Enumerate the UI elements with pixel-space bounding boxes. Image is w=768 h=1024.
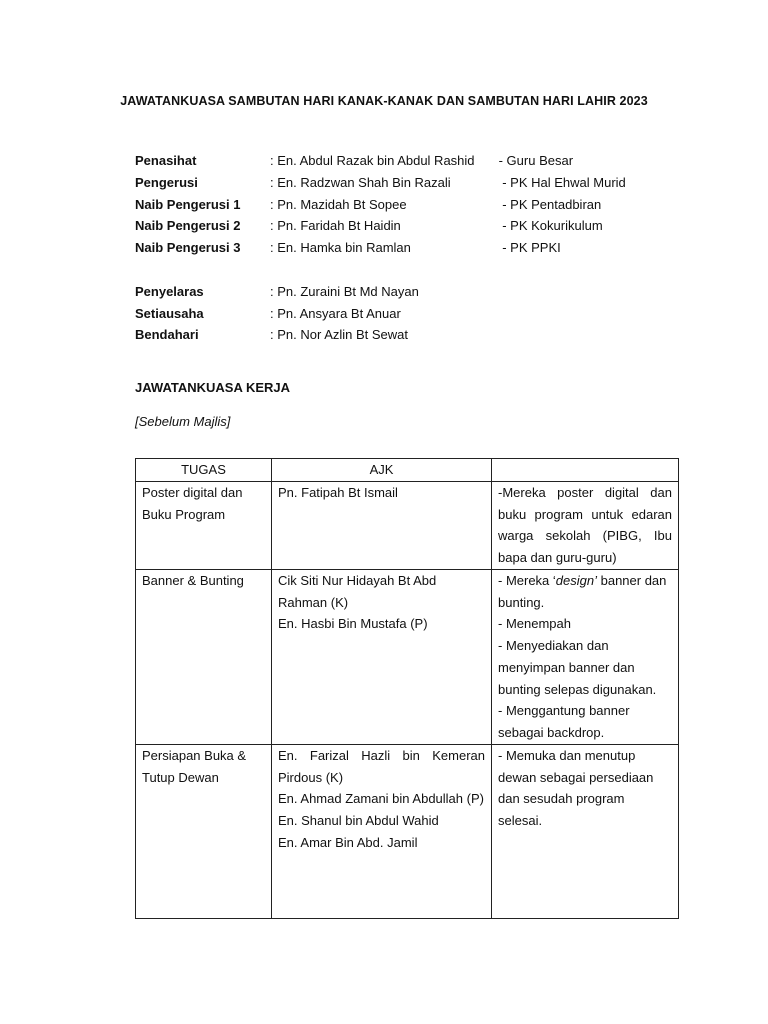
secretariat-name: : Pn. Nor Azlin Bt Sewat (270, 327, 409, 343)
officer-post: - PK Kokurikulum (495, 218, 603, 234)
duty-table (135, 458, 679, 919)
ajk-cell (272, 744, 492, 918)
header-blank (492, 459, 679, 482)
header-tugas: TUGAS (136, 459, 272, 482)
ajk-member: En. Hasbi Bin Mustafa (P) (278, 616, 428, 632)
officer-name: : En. Hamka bin Ramlan (270, 240, 411, 255)
officer-role: Naib Pengerusi 3 (135, 240, 241, 255)
table-row (136, 481, 679, 569)
secretariat-role: Bendahari (135, 327, 199, 343)
task-cell (492, 481, 679, 569)
ajk-member: Cik Siti Nur Hidayah Bt Abd Rahman (K) (278, 572, 437, 610)
document-title: JAWATANKUASA SAMBUTAN HARI KANAK-KANAK DAN SAMBUTAN HARI LAHIR 2023 (120, 94, 648, 108)
task-item: - Memuka dan menutup dewan sebagai persediaan dan sesudah program selesai. (498, 747, 654, 828)
tugas-cell (136, 481, 272, 569)
task-cell (492, 569, 679, 744)
officer-role: Pengerusi (135, 174, 198, 190)
phase-label: [Sebelum Majlis] (135, 414, 231, 429)
officer-post: - PK Pentadbiran (495, 196, 602, 212)
ajk-member: En. Shanul bin Abdul Wahid (278, 813, 439, 828)
officer-post: - PK Hal Ehwal Murid (495, 174, 626, 190)
header-ajk: AJK (272, 459, 492, 482)
task-text-italic: design’ (555, 572, 597, 588)
task-item: - Menggantung banner sebagai backdrop. (498, 703, 630, 740)
tugas-text: Banner & Bunting (142, 572, 244, 588)
ajk-member: En. Amar Bin Abd. Jamil (278, 834, 418, 850)
task-text-end: banner dan bunting. (498, 572, 667, 610)
secretariat-role: Setiausaha (135, 305, 204, 321)
ajk-cell (272, 481, 492, 569)
tugas-text: Poster digital dan Buku Program (142, 484, 243, 522)
task-item: - Menempah (498, 616, 571, 632)
task-text-start: - Mereka ‘ (498, 572, 556, 588)
secretariat-name: : Pn. Zuraini Bt Md Nayan (270, 283, 419, 299)
task-item: -Mereka poster digital dan buku program untuk edaran warga sekolah (PIBG, Ibu bapa dan guru-guru) (498, 484, 672, 565)
officer-name: : En. Radzwan Shah Bin Razali (270, 174, 451, 190)
tugas-cell (136, 569, 272, 744)
task-item: - Menyediakan dan menyimpan banner dan bunting selepas digunakan. (498, 638, 657, 697)
officer-name: : Pn. Faridah Bt Haidin (270, 218, 401, 234)
committee-heading: JAWATANKUASA KERJA (135, 380, 291, 395)
officer-post: - PK PPKI (495, 240, 561, 255)
officer-name: : Pn. Mazidah Bt Sopee (270, 196, 407, 212)
table-row (136, 569, 679, 744)
officer-post: - Guru Besar (495, 153, 574, 168)
ajk-member: Pn. Fatipah Bt Ismail (278, 484, 398, 500)
ajk-member: En. Farizal Hazli bin Kemeran Pirdous (K) (278, 747, 485, 785)
officer-name: : En. Abdul Razak bin Abdul Rashid (270, 153, 475, 168)
tugas-text: Persiapan Buka & Tutup Dewan (142, 747, 247, 785)
task-cell (492, 744, 679, 918)
task-item (498, 570, 672, 614)
tugas-cell (136, 744, 272, 918)
secretariat-name: : Pn. Ansyara Bt Anuar (270, 305, 401, 321)
officer-role: Naib Pengerusi 2 (135, 218, 241, 234)
table-header-row (136, 459, 679, 482)
table-row (136, 744, 679, 918)
ajk-member: En. Ahmad Zamani bin Abdullah (P) (278, 791, 484, 807)
ajk-cell (272, 569, 492, 744)
officer-role: Penasihat (135, 153, 197, 168)
officer-role: Naib Pengerusi 1 (135, 196, 241, 212)
secretariat-role: Penyelaras (135, 283, 204, 299)
